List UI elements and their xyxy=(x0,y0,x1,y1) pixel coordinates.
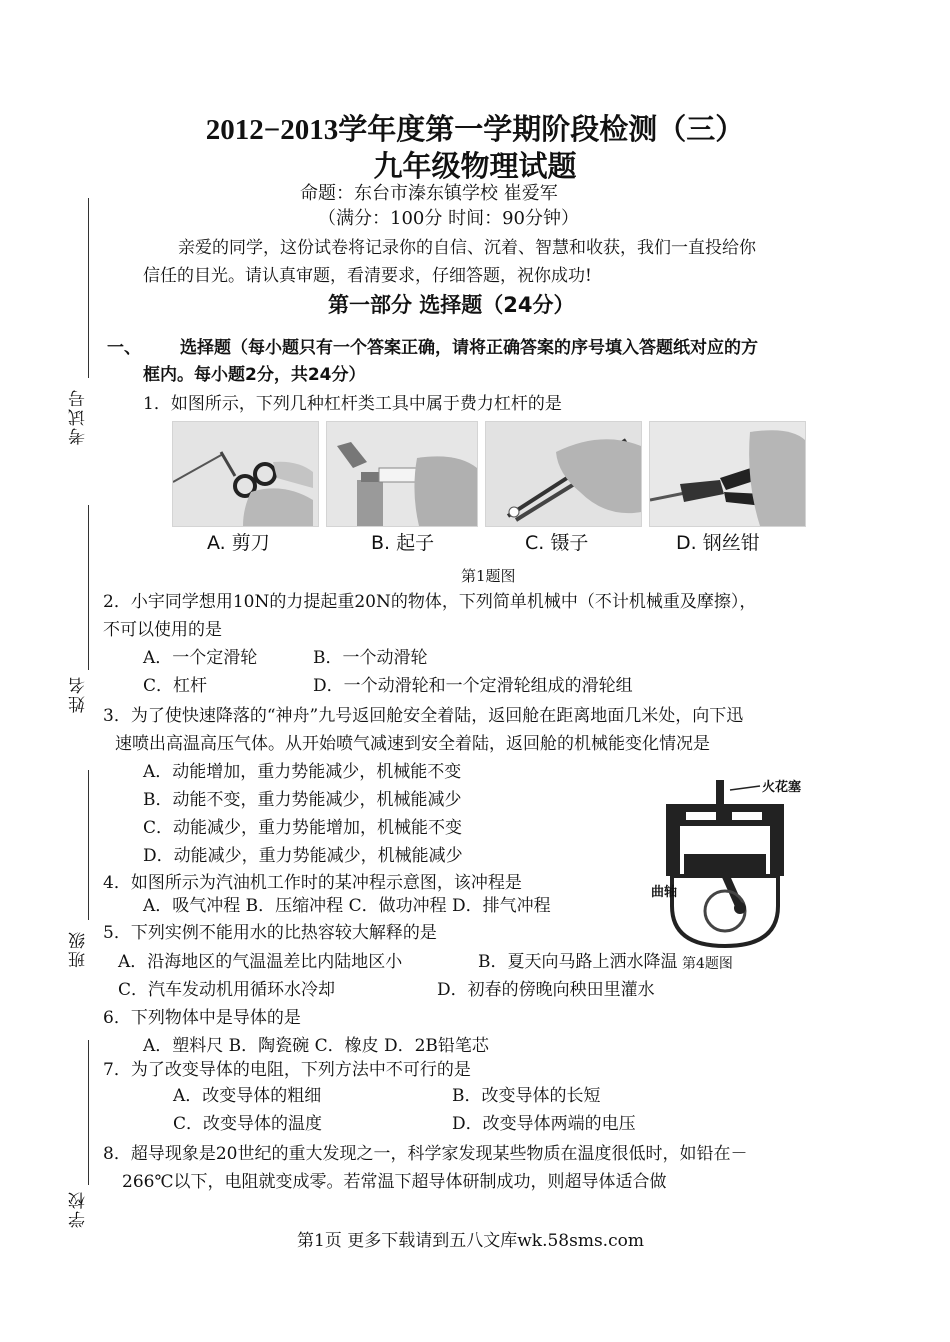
q3-option-d: D．动能减少，重力势能减少，机械能减少 xyxy=(143,846,463,866)
q1-label-c: C. 镊子 xyxy=(525,532,589,554)
intro-line-1: 亲爱的同学，这份试卷将记录你的自信、沉着、智慧和收获，我们一直投给你 xyxy=(178,238,756,258)
q1-stem: 1．如图所示，下列几种杠杆类工具中属于费力杠杆的是 xyxy=(143,394,562,414)
q1-image-scissors xyxy=(172,421,319,527)
q3-option-c: C．动能减少，重力势能增加，机械能不变 xyxy=(143,818,463,838)
q1-label-b: B. 起子 xyxy=(371,532,435,554)
q4-caption: 第4题图 xyxy=(682,956,733,972)
q2-stem-1: 2．小宇同学想用10N的力提起重20N的物体，下列简单机械中（不计机械重及摩擦）， xyxy=(103,592,757,612)
q4-stem: 4．如图所示为汽油机工作时的某冲程示意图，该冲程是 xyxy=(103,873,522,893)
binding-label-class: 班级 xyxy=(69,930,89,968)
q3-stem-2: 速喷出高温高压气体。从开始喷气减速到安全着陆，返回舱的机械能变化情况是 xyxy=(115,734,710,754)
q1-label-a: A. 剪刀 xyxy=(207,532,270,554)
q5-option-b: B．夏天向马路上洒水降温 xyxy=(478,952,678,972)
page-footer: 第1页 更多下载请到五八文库wk.58sms.com xyxy=(297,1231,644,1251)
q3-option-b: B．动能不变，重力势能减少，机械能减少 xyxy=(143,790,462,810)
q5-stem: 5．下列实例不能用水的比热容较大解释的是 xyxy=(103,923,437,943)
q4-engine-figure xyxy=(648,776,838,951)
q6-stem: 6．下列物体中是导体的是 xyxy=(103,1008,301,1028)
q5-option-d: D．初春的傍晚向秧田里灌水 xyxy=(437,980,655,1000)
q1-image-pliers xyxy=(649,421,806,527)
q3-option-a: A．动能增加，重力势能减少，机械能不变 xyxy=(143,762,462,782)
q2-stem-2: 不可以使用的是 xyxy=(103,620,222,640)
q2-option-d: D．一个动滑轮和一个定滑轮组成的滑轮组 xyxy=(313,676,633,696)
q1-image-opener xyxy=(326,421,478,527)
binding-label-exam-no: 考试号 xyxy=(69,388,89,445)
q8-stem-2: 266℃以下，电阻就变成零。若常温下超导体研制成功，则超导体适合做 xyxy=(122,1172,667,1192)
q4-fig-label-spark: 火花塞 xyxy=(762,780,802,795)
q2-option-c: C．杠杆 xyxy=(143,676,208,696)
q7-option-a: A．改变导体的粗细 xyxy=(173,1086,322,1106)
q3-stem-1: 3．为了使快速降落的“神舟”九号返回舱安全着陆，返回舱在距离地面几米处，向下迅 xyxy=(103,706,744,726)
q7-option-b: B．改变导体的长短 xyxy=(452,1086,601,1106)
binding-line-3 xyxy=(88,770,89,920)
q4-options: A．吸气冲程 B．压缩冲程 C．做功冲程 D．排气冲程 xyxy=(143,896,551,916)
section-instruction-1: 选择题（每小题只有一个答案正确，请将正确答案的序号填入答题纸对应的方 xyxy=(180,338,758,358)
q2-option-a: A．一个定滑轮 xyxy=(143,648,258,668)
q7-option-d: D．改变导体两端的电压 xyxy=(452,1114,636,1134)
q1-label-d: D. 钢丝钳 xyxy=(676,532,760,554)
q2-option-b: B．一个动滑轮 xyxy=(313,648,428,668)
binding-line-2 xyxy=(88,505,89,670)
intro-line-2: 信任的目光。请认真审题，看清要求，仔细答题，祝你成功! xyxy=(143,266,592,286)
q1-image-tweezers xyxy=(485,421,642,527)
q1-caption: 第1题图 xyxy=(461,567,516,585)
exam-author: 命题：东台市溱东镇学校 崔爱军 xyxy=(300,183,558,204)
binding-line-4 xyxy=(88,1040,89,1185)
part1-heading: 第一部分 选择题（24分） xyxy=(328,293,575,317)
exam-score-time: （满分：100分 时间：90分钟） xyxy=(318,208,579,229)
q7-option-c: C．改变导体的温度 xyxy=(173,1114,323,1134)
q7-stem: 7．为了改变导体的电阻，下列方法中不可行的是 xyxy=(103,1060,471,1080)
section-instruction-2: 框内。每小题2分，共24分） xyxy=(143,365,366,385)
q6-options: A．塑料尺 B．陶瓷碗 C．橡皮 D．2B铅笔芯 xyxy=(143,1036,489,1056)
q4-fig-label-crank: 曲轴 xyxy=(651,885,678,900)
section-number: 一、 xyxy=(107,338,141,358)
q8-stem-1: 8．超导现象是20世纪的重大发现之一，科学家发现某些物质在温度很低时，如铅在－ xyxy=(103,1144,748,1164)
q5-option-a: A．沿海地区的气温温差比内陆地区小 xyxy=(118,952,403,972)
binding-line-1 xyxy=(88,198,89,378)
exam-subtitle: 九年级物理试题 xyxy=(373,149,577,183)
exam-title: 2012−2013学年度第一学期阶段检测（三） xyxy=(205,114,745,146)
binding-label-school: 学校 xyxy=(69,1190,89,1228)
binding-label-name: 姓名 xyxy=(69,675,89,713)
q5-option-c: C．汽车发动机用循环水冷却 xyxy=(118,980,336,1000)
